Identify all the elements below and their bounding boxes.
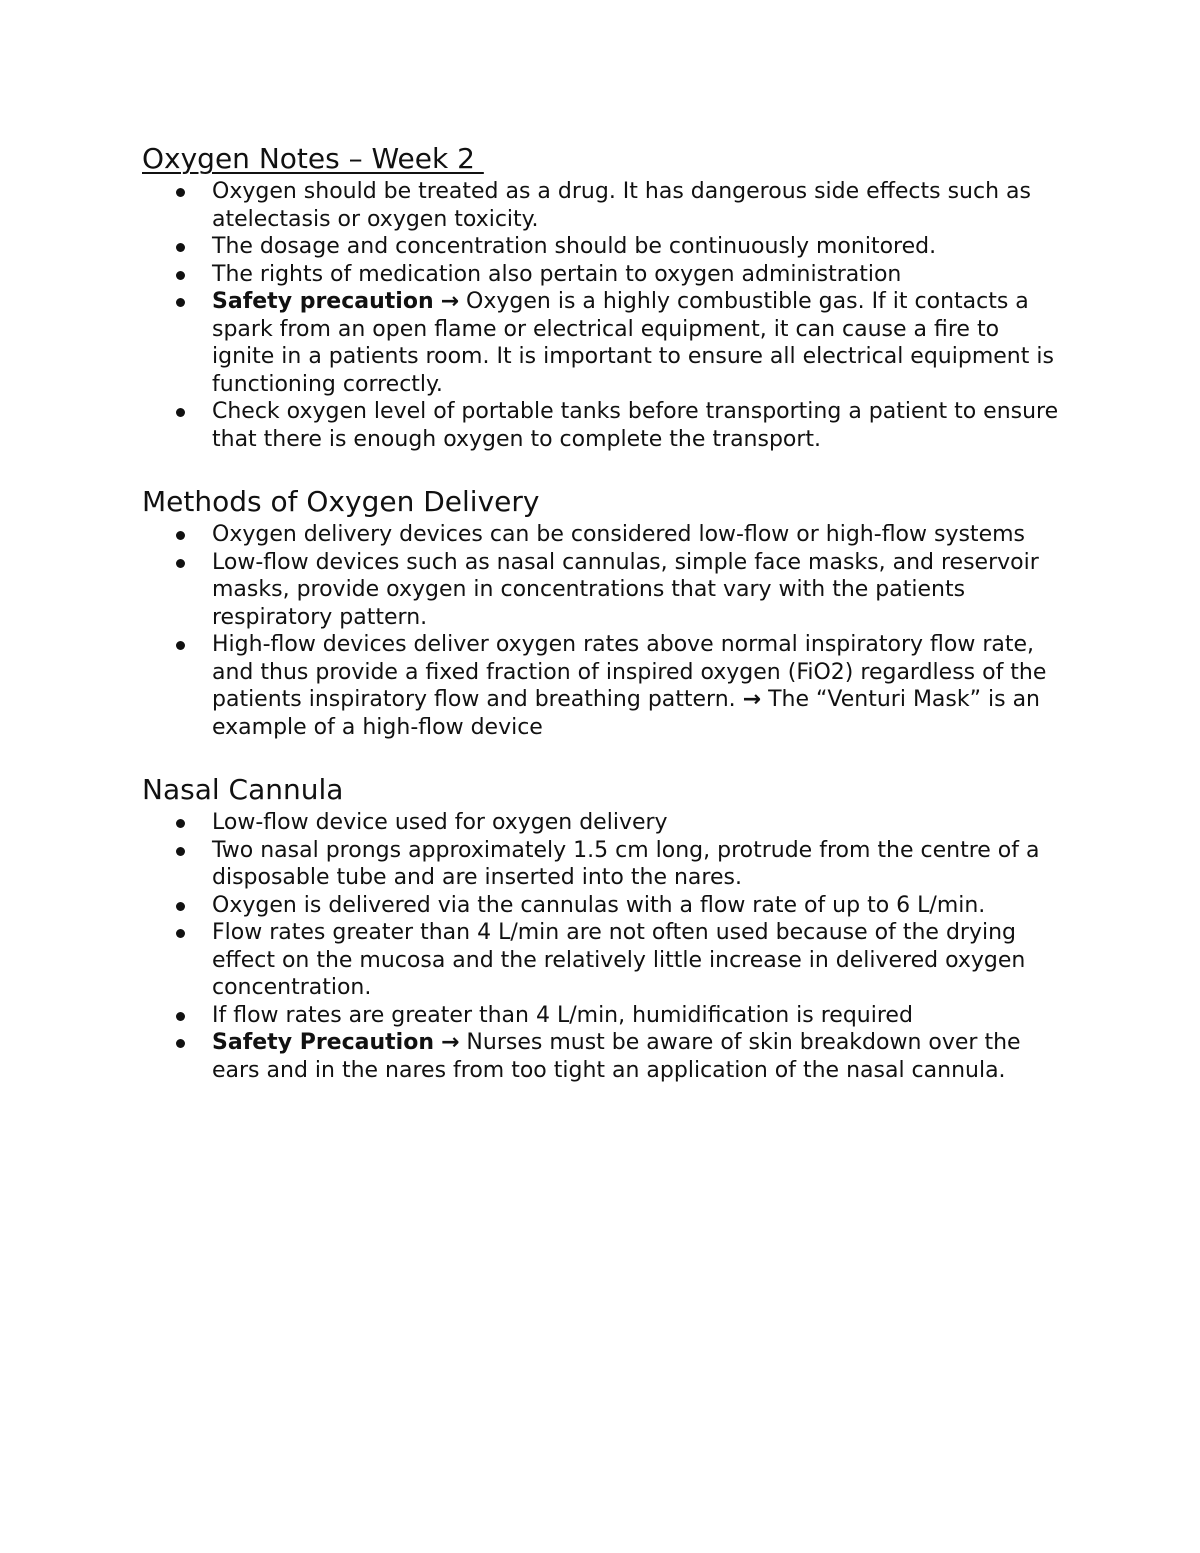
- bold-label: Safety Precaution: [212, 1030, 434, 1055]
- list-item: Oxygen delivery devices can be considered low-flow or high-flow systems: [142, 521, 1062, 549]
- section-oxygen-notes: [142, 140, 1062, 453]
- list-item: Oxygen should be treated as a drug. It has dangerous side effects such as atelectasis or oxygen toxicity.: [142, 178, 1062, 233]
- document-page: [142, 140, 1062, 1084]
- list-item: The rights of medication also pertain to oxygen administration: [142, 261, 1062, 289]
- section-heading: Oxygen Notes – Week 2: [142, 142, 484, 175]
- list-item: Two nasal prongs approximately 1.5 cm long, protrude from the centre of a disposable tube and are inserted into the nares.: [142, 837, 1062, 892]
- bullet-list: [142, 178, 1062, 453]
- section-methods-of-oxygen-delivery: [142, 483, 1062, 741]
- bold-label: Safety precaution: [212, 289, 434, 314]
- list-item: Safety Precaution → Nurses must be aware of skin breakdown over the ears and in the nares from too tight an application of the nasal cannula.: [142, 1029, 1062, 1084]
- section-heading: Nasal Cannula: [142, 773, 344, 806]
- list-item: Flow rates greater than 4 L/min are not often used because of the drying effect on the mucosa and the relatively little increase in delivered oxygen concentration.: [142, 919, 1062, 1002]
- bullet-list: [142, 809, 1062, 1084]
- section-nasal-cannula: [142, 771, 1062, 1084]
- arrow-icon: →: [440, 1030, 460, 1055]
- list-item: If flow rates are greater than 4 L/min, humidification is required: [142, 1002, 1062, 1030]
- section-heading: Methods of Oxygen Delivery: [142, 485, 540, 518]
- list-item: Safety precaution → Oxygen is a highly combustible gas. If it contacts a spark from an open flame or electrical equipment, it can cause a fire to ignite in a patients room. It is important to ensure all electrical equipment is functioning correctly.: [142, 288, 1062, 398]
- list-item: Oxygen is delivered via the cannulas with a flow rate of up to 6 L/min.: [142, 892, 1062, 920]
- list-item: The dosage and concentration should be continuously monitored.: [142, 233, 1062, 261]
- list-item: Check oxygen level of portable tanks before transporting a patient to ensure that there is enough oxygen to complete the transport.: [142, 398, 1062, 453]
- bullet-list: [142, 521, 1062, 741]
- arrow-icon: →: [440, 289, 460, 314]
- list-item: High-flow devices deliver oxygen rates above normal inspiratory flow rate, and thus provide a fixed fraction of inspired oxygen (FiO2) regardless of the patients inspiratory flow and breathing pattern. → The “Venturi Mask” is an example of a high-flow device: [142, 631, 1062, 741]
- list-item: Low-flow devices such as nasal cannulas, simple face masks, and reservoir masks, provide oxygen in concentrations that vary with the patients respiratory pattern.: [142, 549, 1062, 632]
- list-item: Low-flow device used for oxygen delivery: [142, 809, 1062, 837]
- arrow-icon: →: [742, 687, 762, 712]
